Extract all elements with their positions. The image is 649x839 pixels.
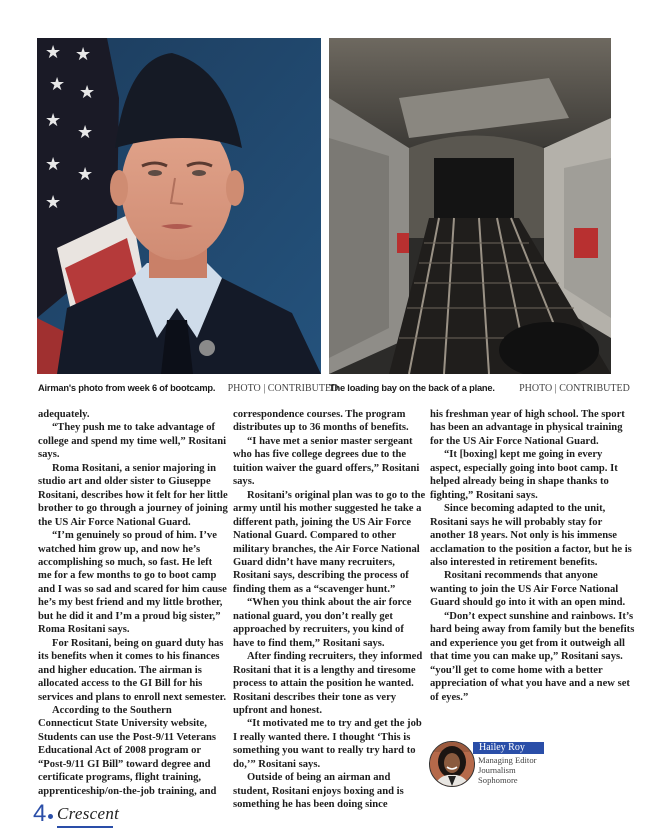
logo-underline <box>57 826 113 828</box>
article-paragraph: Rositani’s original plan was to go to the army until his mother suggested he take a different path, joining the US Air Force National Guard. Compared to other military branches, the Air Force National Guard didn’t have many recruiters, Rositani says, describing the process of finding them as a “scavenger hunt.” <box>233 489 426 595</box>
article-column-2 <box>233 408 426 812</box>
article-column-1 <box>38 408 228 798</box>
svg-text:★: ★ <box>45 192 62 212</box>
article-paragraph: For Rositani, being on guard duty has its benefits when it comes to his finances and higher education. The airman is allocated access to the GI Bill for his services and plans to enroll next semester. <box>38 637 227 703</box>
svg-text:★: ★ <box>75 44 92 64</box>
article-column-3 <box>430 408 635 704</box>
svg-text:★: ★ <box>45 110 62 130</box>
article-paragraph: “I have met a senior master sergeant who has five college degrees due to the tuition waiver the guard offers,” Rositani says. <box>233 435 420 488</box>
svg-text:★: ★ <box>77 164 94 184</box>
article-paragraph: “Don’t expect sunshine and rainbows. It’s hard being away from family but the benefits and experience you get from it outweigh all that time you can make up,” Rositani says. “you’ll get to come home with a better appreciation of what you have and a new set of eyes.” <box>430 610 635 703</box>
publication-logo: Crescent <box>57 804 120 823</box>
page-number: 4 <box>33 800 47 827</box>
svg-text:★: ★ <box>45 42 62 62</box>
article-paragraph: “It [boxing] kept me going in every aspect, especially going into boot camp. It helped already being in shape thanks to fighting,” Rositani says. <box>430 449 618 501</box>
article-paragraph: “When you think about the air force national guard, you don’t really get approached by recruiters, you kind of have to find them,” Rositani says. <box>233 597 412 649</box>
portrait-photo-icon <box>37 38 321 374</box>
airman-portrait-photo <box>37 38 321 374</box>
author-major: Journalism <box>478 765 516 775</box>
author-avatar <box>429 741 475 787</box>
article-paragraph: Roma Rositani, a senior majoring in studio art and older sister to Giuseppe Rositani, describes how it felt for her little brother to go through a journey of joining the US Air Force National Guard. <box>38 462 228 528</box>
svg-text:★: ★ <box>45 154 62 174</box>
author-year: Sophomore <box>478 775 518 785</box>
article-paragraph: adequately. <box>38 409 90 420</box>
article-paragraph: Since becoming adapted to the unit, Rositani says he will probably stay for another 18 years. Not only is his immense acclamation to the position a factor, but he is also interested in retirement benefits. <box>430 503 632 568</box>
photo-caption-left <box>38 383 338 394</box>
svg-text:★: ★ <box>77 122 94 142</box>
article-paragraph: According to the Southern Connecticut State University website, Students can use the Post-9/11 Veterans Educational Act of 2008 program or “Post-9/11 GI Bill” toward degree and certificate programs, flight training, apprenticeship/on-the-job training, and <box>38 704 217 797</box>
article-paragraph: correspondence courses. The program distributes up to 36 months of benefits. <box>233 409 409 434</box>
article-paragraph: After finding recruiters, they informed Rositani that it is a lengthy and tiresome process to attain the position he wanted. Rositani describes their tone as very upfront and honest. <box>233 651 423 716</box>
cargo-bay-photo <box>329 38 611 374</box>
svg-text:★: ★ <box>49 74 66 94</box>
author-name: Hailey Roy <box>473 742 544 754</box>
article-paragraph: Rositani recommends that anyone wanting to join the US Air Force National Guard should go into it with an open mind. <box>430 570 626 609</box>
article-paragraph: Outside of being an airman and student, Rositani enjoys boxing and is something he has been doing since <box>233 772 404 811</box>
photo-credit: PHOTO | CONTRIBUTED <box>227 383 339 394</box>
article-paragraph: “It motivated me to try and get the job I really wanted there. I thought ‘This is something you want to really try hard to do,’” Rositani says. <box>233 718 422 770</box>
bullet-dot-icon <box>48 814 53 819</box>
article-paragraph: “They push me to take advantage of college and spend my time well,” Rositani says. <box>38 422 227 461</box>
author-byline <box>429 741 549 789</box>
svg-text:★: ★ <box>79 82 96 102</box>
author-role: Managing Editor <box>478 755 537 765</box>
caption-text: Airman's photo from week 6 of bootcamp. <box>38 383 216 393</box>
author-headshot-icon <box>430 742 474 786</box>
photo-credit: PHOTO | CONTRIBUTED <box>519 383 630 394</box>
photo-caption-right <box>329 383 630 394</box>
article-paragraph: his freshman year of high school. The sport has been an advantage in physical training for the US Air Force National Guard. <box>430 409 625 447</box>
caption-text: The loading bay on the back of a plane. <box>329 383 495 393</box>
cargo-bay-photo-icon <box>329 38 611 374</box>
article-paragraph: “I’m genuinely so proud of him. I’ve watched him grow up, and now he’s accomplishing so much, so fast. He left me for a few months to go to boot camp and I was so sad and scared for him cause he’s my best friend and my little brother, but he did it and I’m a proud big sister,” Roma Rositani says. <box>38 530 227 636</box>
